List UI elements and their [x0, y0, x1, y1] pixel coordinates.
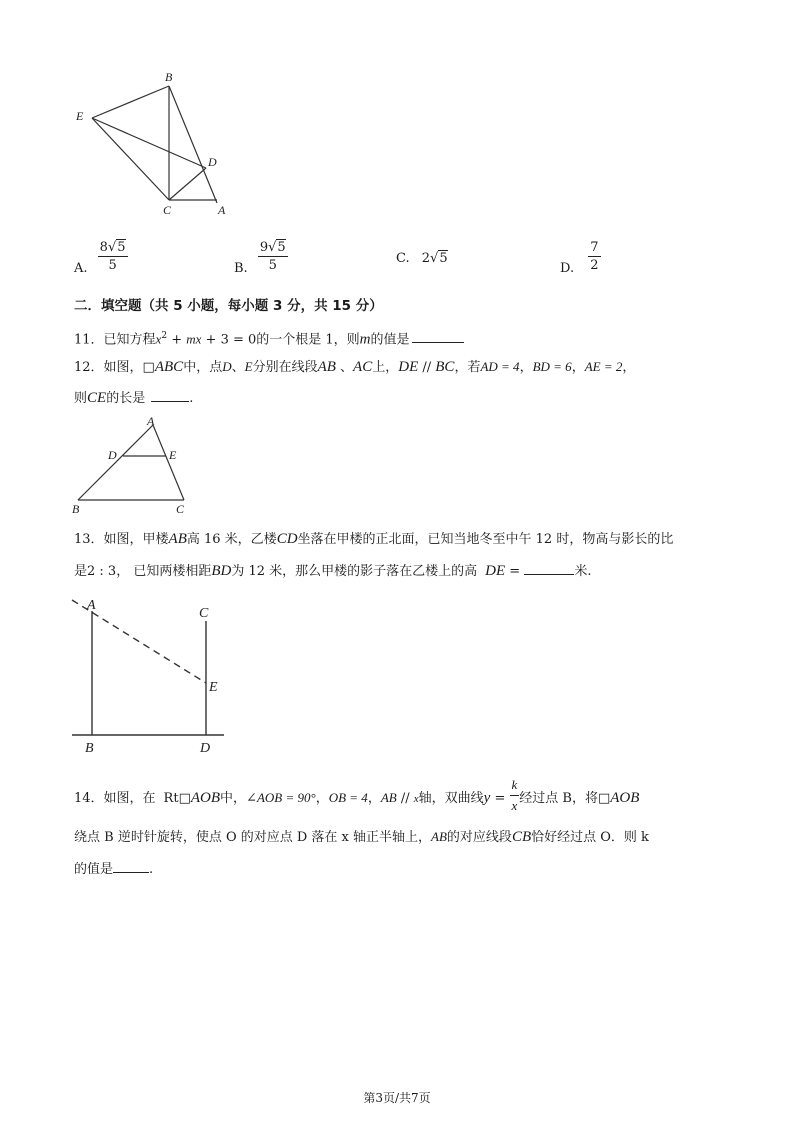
option-letter: D.: [560, 261, 575, 276]
q14-t1: 中，: [220, 791, 247, 806]
q14-line2c: 恰好经过点 O．则 k: [531, 830, 649, 845]
q12-e: E: [244, 359, 253, 374]
option-b: [234, 240, 288, 276]
q14-comma: ，: [315, 791, 329, 806]
question-11: [74, 327, 464, 349]
option-letter: A.: [74, 261, 88, 276]
q13-t4: 为 12 米，那么甲楼的影子落在乙楼上的高: [231, 564, 478, 579]
q12-prefix: 12．如图，: [74, 360, 143, 375]
answer-blank[interactable]: [151, 389, 189, 402]
frac-coef: 8: [99, 240, 108, 255]
q13-t2: 坐落在甲楼的正北面，已知当地冬至中午 12 时，物高与影长的比: [297, 532, 674, 547]
q13-eq: =: [505, 564, 525, 579]
seg-ED: [92, 118, 206, 168]
q12-comma: ，: [571, 360, 585, 375]
frac-radicand: 5: [277, 240, 286, 255]
option-c-value: 2√5: [421, 251, 448, 266]
q14-aob2: AOB: [610, 790, 640, 806]
seg-EB: [92, 86, 169, 118]
q14-prefix: 14．如图，在: [74, 791, 156, 806]
question-14-line3: [74, 860, 153, 879]
q14-cb: CB: [511, 829, 532, 845]
q13-ratio: 2 : 3: [87, 564, 117, 579]
q12-ad: AD = 4: [480, 359, 520, 374]
q14-line3: 的值是: [74, 862, 114, 877]
q12-bd: BD = 6: [532, 359, 572, 374]
option-letter: B.: [234, 261, 248, 276]
question-12-line2: [74, 389, 193, 408]
label-C: C: [163, 203, 172, 217]
q13-unit: 米.: [574, 564, 592, 579]
section-heading: 二．填空题（共 5 小题，每小题 3 分，共 15 分）: [74, 298, 383, 314]
q12-comma: ，: [519, 360, 533, 375]
seg-AB: [78, 425, 153, 500]
q13-cd: CD: [276, 531, 298, 547]
option-d-fraction: [588, 240, 600, 273]
triangle-symbol: □: [597, 791, 611, 806]
option-a: [74, 240, 128, 276]
q13-is: 是: [74, 564, 88, 579]
q12-ae: AE = 2: [584, 359, 623, 374]
q11-m-var: m: [359, 331, 371, 348]
option-a-fraction: $\frac{8√5}{5}$: [99, 240, 126, 273]
figure-q12: [66, 414, 196, 516]
q14-angle: ∠AOB = 90°: [246, 790, 316, 805]
q14-aob: AOB: [190, 790, 221, 806]
label-B: B: [165, 70, 173, 84]
label-A: A: [87, 598, 96, 613]
q14-line2b: 的对应线段: [446, 830, 512, 845]
q12-abc: ABC: [154, 359, 184, 375]
label-D: D: [208, 155, 217, 169]
q14-t2: 轴，双曲线: [418, 791, 484, 806]
label-C: C: [199, 606, 209, 621]
q12-ab: AB: [317, 359, 336, 375]
triangle-symbol: □: [178, 791, 191, 806]
label-B: B: [72, 502, 80, 516]
seg-CD: [169, 168, 206, 200]
answer-blank[interactable]: [524, 562, 574, 575]
label-B: B: [85, 741, 94, 756]
figure-q10: [70, 68, 240, 220]
question-13-line1: [74, 530, 673, 549]
label-E: E: [209, 680, 218, 695]
q14-rt: Rt: [163, 791, 179, 806]
label-D: D: [108, 448, 117, 462]
page-number: 第3页/共7页: [363, 1091, 431, 1105]
frac-den-x: x: [511, 798, 518, 813]
q11-sup: 2: [161, 331, 168, 341]
label-E: E: [76, 109, 84, 123]
q11-plus: +: [167, 332, 187, 348]
q12-t4: 、: [335, 360, 354, 375]
q12-t1: 中，点: [183, 360, 223, 375]
q14-comma: ，: [367, 791, 381, 806]
q14-period: .: [149, 862, 154, 877]
question-14-line1: [74, 779, 639, 818]
q12-d: D: [222, 359, 232, 374]
frac-num-k: k: [510, 776, 520, 796]
q13-bd: BD: [211, 563, 232, 579]
label-A: A: [218, 203, 226, 217]
q14-ob: OB = 4: [328, 790, 368, 805]
q12-suffix: 的长是: [106, 391, 146, 406]
q14-line2: 绕点 B 逆时针旋转，使点 O 的对应点 D 落在 x 轴正半轴上，: [74, 830, 432, 845]
q14-t3: 经过点 B，将: [519, 791, 598, 806]
q12-de: DE: [398, 359, 419, 375]
label-C: C: [176, 502, 185, 516]
q14-y: y: [483, 790, 491, 806]
q12-comma: ，: [622, 360, 636, 375]
options-row: [0, 236, 794, 286]
triangle-symbol: □: [142, 360, 155, 375]
q14-ab: AB: [380, 790, 397, 805]
q12-bc: BC: [435, 359, 455, 375]
option-d: [560, 240, 601, 276]
q12-t3: 分别在线段: [252, 360, 318, 375]
q14-fraction: [510, 776, 520, 815]
q12-period: .: [189, 391, 194, 406]
seg-EC: [92, 118, 169, 200]
parallel-symbol: //: [396, 791, 414, 806]
frac-num: 7: [590, 240, 599, 255]
q12-t5: 上，: [372, 360, 399, 375]
option-b-fraction: $\frac{9√5}{5}$: [259, 240, 286, 273]
q11-mid: 的一个根是 1，则: [256, 332, 360, 348]
q11-suffix: 的值是: [370, 332, 410, 348]
label-E: E: [169, 448, 177, 462]
q11-x2: x: [195, 331, 202, 347]
frac-den: 2: [590, 258, 599, 273]
q12-t6: ，若: [454, 360, 481, 375]
answer-blank[interactable]: [113, 860, 149, 873]
q13-ab: AB: [168, 531, 187, 547]
q12-t2: 、: [231, 360, 245, 375]
q11-m: m: [186, 331, 196, 347]
frac-den: 5: [268, 258, 277, 273]
q13-de: DE: [485, 563, 506, 579]
q12-ce: CE: [87, 390, 107, 406]
q12-then: 则: [74, 391, 88, 406]
coef: 2: [421, 251, 431, 266]
question-13-line2: [74, 562, 591, 581]
q12-ac: AC: [353, 359, 373, 375]
option-letter: C.: [396, 251, 410, 266]
q14-eq: =: [490, 791, 510, 806]
q13-prefix: 13．如图，甲楼: [74, 532, 169, 547]
answer-blank[interactable]: [412, 330, 464, 343]
seg-BA: [169, 86, 217, 203]
q11-prefix: 11．已知方程: [74, 332, 156, 348]
question-12-line1: [74, 358, 635, 377]
question-14-line2: [74, 828, 649, 847]
seg-AC: [153, 425, 184, 500]
label-A: A: [147, 414, 155, 428]
radicand: 5: [439, 251, 448, 266]
figure-q13: [68, 595, 228, 757]
frac-den: 5: [108, 258, 117, 273]
option-c: [396, 251, 448, 266]
parallel-symbol: //: [418, 360, 436, 375]
q13-t1: 高 16 米，乙楼: [186, 532, 277, 547]
q13-t3: ， 已知两楼相距: [116, 564, 212, 579]
frac-radicand: 5: [117, 240, 126, 255]
q11-rest: + 3 = 0: [201, 332, 257, 348]
q11-x: x: [155, 331, 162, 347]
label-D: D: [200, 741, 211, 756]
q14-ab2: AB: [431, 829, 447, 844]
q14-x-axis: x: [413, 793, 419, 805]
frac-coef: 9: [259, 240, 269, 255]
